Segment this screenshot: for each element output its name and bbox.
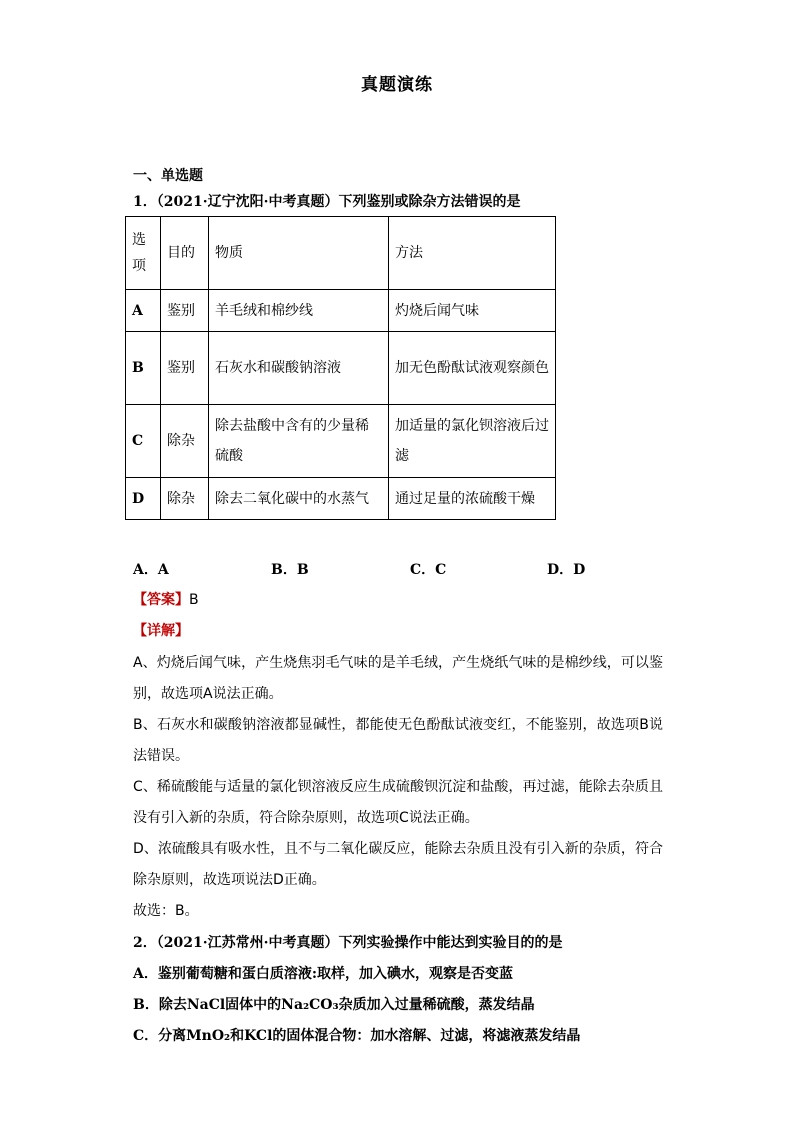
table-cell: 除去二氧化碳中的水蒸气: [209, 478, 389, 520]
table-header-row: [126, 217, 556, 290]
table-cell: 通过足量的浓硫酸干燥: [389, 478, 556, 520]
page-title: 真题演练: [361, 75, 433, 95]
header-cell: 选项: [126, 217, 161, 290]
explanation-d: D、浓硫酸具有吸水性，且不与二氧化碳反应，能除去杂质且没有引入新的杂质，符合除杂原则，故选项说法D正确。: [133, 841, 663, 888]
answer-tag: 【答案】: [133, 592, 189, 608]
table-cell: 鉴别: [161, 332, 209, 405]
q2-option-c: C．分离MnO₂和KCl的固体混合物：加水溶解、过滤，将滤液蒸发结晶: [133, 1028, 581, 1044]
detail-line: [133, 621, 189, 641]
table-row: [126, 478, 556, 520]
choice-c: C．C: [410, 562, 447, 578]
choice-d: D．D: [547, 562, 586, 578]
table-cell: 加适量的氯化钡溶液后过滤: [389, 405, 556, 478]
explanation-c: C、稀硫酸能与适量的氯化钡溶液反应生成硫酸钡沉淀和盐酸，再过滤，能除去杂质且没有引入新的杂质，符合除杂原则，故选项C说法正确。: [133, 779, 663, 826]
table-cell: C: [126, 405, 161, 478]
table-cell: 鉴别: [161, 290, 209, 332]
table-cell: 灼烧后闻气味: [389, 290, 556, 332]
table-cell: D: [126, 478, 161, 520]
table-cell: 羊毛绒和棉纱线: [209, 290, 389, 332]
question-1-stem: 1．（2021·辽宁沈阳·中考真题）下列鉴别或除杂方法错误的是: [133, 194, 521, 210]
table-cell: 除杂: [161, 478, 209, 520]
conclusion: 故选：B。: [133, 903, 199, 919]
header-cell: 方法: [389, 217, 556, 290]
table-row: [126, 290, 556, 332]
table-cell: 除去盐酸中含有的少量稀硫酸: [209, 405, 389, 478]
question-2-stem: 2．（2021·江苏常州·中考真题）下列实验操作中能达到实验目的的是: [133, 935, 563, 951]
explanation-a: A、灼烧后闻气味，产生烧焦羽毛气味的是羊毛绒，产生烧纸气味的是棉纱线，可以鉴别，故选项A说法正确。: [133, 655, 663, 702]
q2-option-a: A．鉴别葡萄糖和蛋白质溶液:取样，加入碘水，观察是否变蓝: [133, 966, 514, 982]
table-cell: A: [126, 290, 161, 332]
table-row: [126, 332, 556, 405]
header-cell: 物质: [209, 217, 389, 290]
answer-value: B: [189, 592, 199, 608]
header-cell: 目的: [161, 217, 209, 290]
q2-option-b: B．除去NaCl固体中的Na₂CO₃杂质加入过量稀硫酸，蒸发结晶: [133, 997, 535, 1013]
table-cell: 石灰水和碳酸钠溶液: [209, 332, 389, 405]
explanation-b: B、石灰水和碳酸钠溶液都显碱性，都能使无色酚酞试液变红，不能鉴别，故选项B说法错误。: [133, 717, 663, 764]
detail-tag: 【详解】: [133, 623, 189, 639]
table-cell: B: [126, 332, 161, 405]
table-row: [126, 405, 556, 478]
section-heading: 一、单选题: [133, 168, 203, 184]
answer-line: [133, 590, 199, 610]
choice-b: B．B: [271, 562, 309, 578]
table-cell: 加无色酚酞试液观察颜色: [389, 332, 556, 405]
options-table: [125, 216, 556, 520]
table-cell: 除杂: [161, 405, 209, 478]
choice-a: A．A: [133, 562, 169, 578]
